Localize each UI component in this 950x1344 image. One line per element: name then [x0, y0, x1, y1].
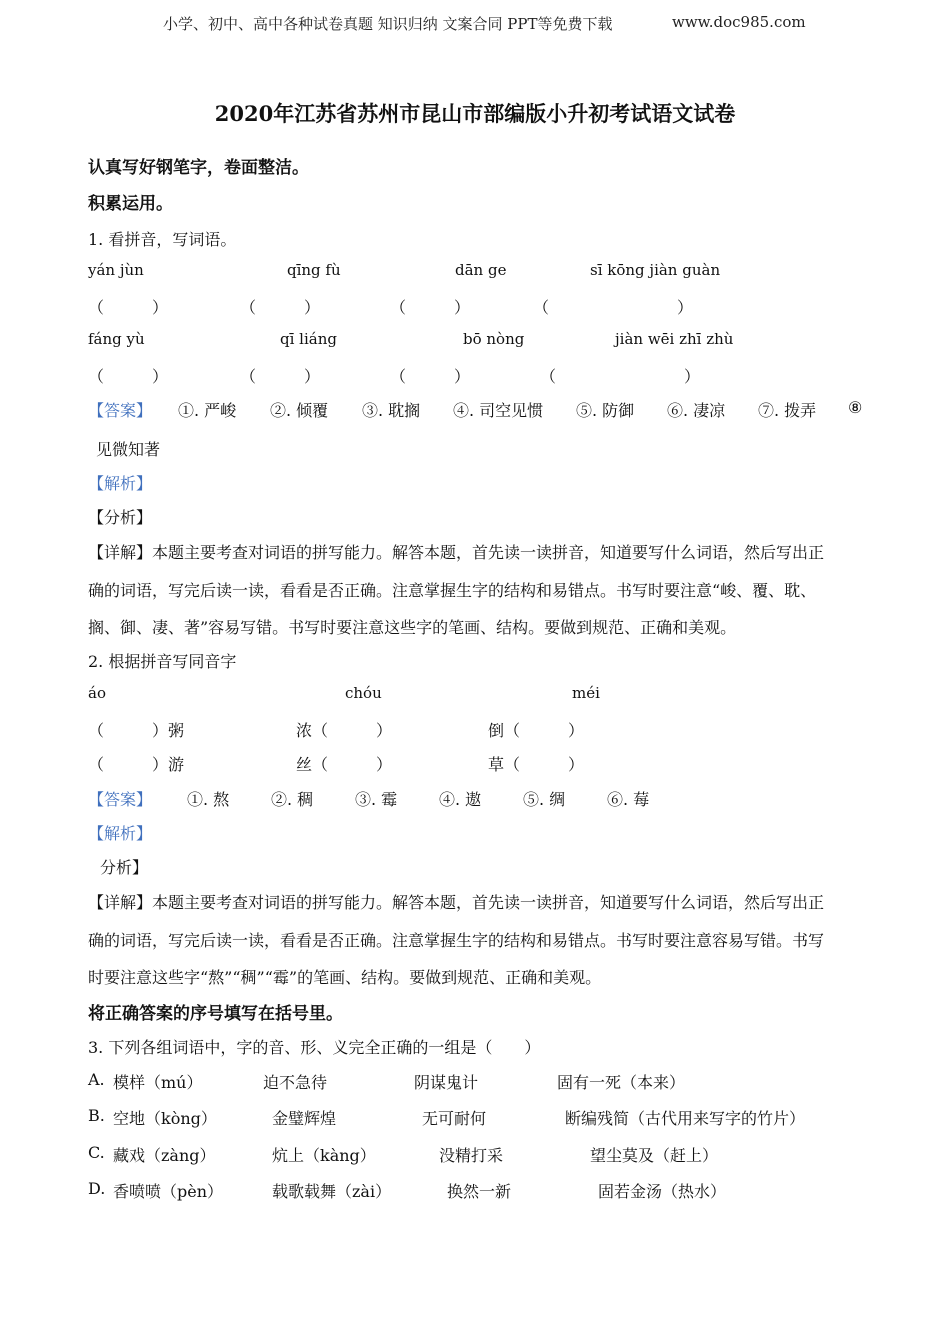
fill-item[interactable]: 倒（ ）: [488, 721, 585, 740]
detail-line: 确的词语，写完后读一读，看看是否正确。注意掌握生字的结构和易错点。书写时要注意容易写错。书写: [88, 931, 825, 950]
option-d-item: 香喷喷（pèn）: [113, 1182, 224, 1201]
answer-item: ⑤. 防御: [576, 401, 635, 420]
answer-item: ④. 遨: [439, 790, 482, 809]
option-label[interactable]: D.: [88, 1179, 106, 1198]
answer-item: ③. 霉: [355, 790, 398, 809]
analysis-tag: 【解析】: [88, 824, 153, 843]
detail-line: 搁、御、凄、著”容易写错。书写时要注意这些字的笔画、结构。要做到规范、正确和美观。: [88, 618, 737, 637]
option-a-item: 固有一死（本来）: [557, 1073, 686, 1092]
pinyin: yán jùn: [88, 261, 144, 279]
pinyin: fáng yù: [88, 330, 145, 348]
answer-blank-long[interactable]: （ ）: [540, 367, 701, 386]
option-label[interactable]: C.: [88, 1143, 105, 1162]
answer-item: ②. 稠: [271, 790, 314, 809]
answer-item: ①. 严峻: [178, 401, 237, 420]
pinyin: bō nòng: [463, 330, 525, 348]
detail-line: 【详解】本题主要考查对词语的拼写能力。解答本题，首先读一读拼音，知道要写什么词语，然后写出正: [88, 893, 825, 912]
detail-line: 确的词语，写完后读一读，看看是否正确。注意掌握生字的结构和易错点。书写时要注意“峻、覆、耽、: [88, 581, 817, 600]
option-c-item: 望尘莫及（赶上）: [590, 1146, 719, 1165]
answer-item: ⑤. 绸: [523, 790, 566, 809]
detail-line: 【详解】本题主要考查对词语的拼写能力。解答本题，首先读一读拼音，知道要写什么词语，然后写出正: [88, 543, 825, 562]
instruction: 认真写好钢笔字，卷面整洁。: [88, 158, 309, 178]
fill-item[interactable]: 丝（ ）: [296, 755, 393, 774]
option-c-item: 藏戏（zàng）: [113, 1146, 216, 1165]
section-heading-1: 积累运用。: [88, 194, 173, 214]
answer-item: ⑥. 凄凉: [667, 401, 726, 420]
answer-item-cont: 见微知著: [96, 440, 161, 459]
answer-blank[interactable]: （ ）: [88, 298, 169, 317]
question-3-stem: 3. 下列各组词语中，字的音、形、义完全正确的一组是（ ）: [88, 1038, 541, 1057]
fill-item[interactable]: 草（ ）: [488, 755, 585, 774]
fill-item[interactable]: （ ）粥: [88, 721, 185, 740]
detail-line: 时要注意这些字“熬”“稠”“霉”的笔画、结构。要做到规范、正确和美观。: [88, 968, 602, 987]
site-header-url[interactable]: www.doc985.com: [672, 13, 806, 31]
option-c-item: 炕上（kàng）: [272, 1146, 376, 1165]
question-2-stem: 2. 根据拼音写同音字: [88, 652, 237, 671]
option-a-item: 迫不急待: [263, 1073, 328, 1092]
answer-blank[interactable]: （ ）: [390, 367, 471, 386]
answer-blank[interactable]: （ ）: [240, 367, 321, 386]
option-d-item: 固若金汤（热水）: [598, 1182, 727, 1201]
answer-blank-long[interactable]: （ ）: [533, 298, 694, 317]
option-c-item: 没精打采: [439, 1146, 504, 1165]
pinyin: qī liáng: [280, 330, 337, 348]
answer-tag: 【答案】: [88, 790, 153, 809]
option-b-item: 无可耐何: [422, 1109, 487, 1128]
section-heading-2: 将正确答案的序号填写在括号里。: [88, 1004, 343, 1024]
option-d-item: 载歌载舞（zài）: [272, 1182, 392, 1201]
pinyin: méi: [572, 684, 600, 702]
question-1-stem: 1. 看拼音，写词语。: [88, 230, 237, 249]
answer-item: ⑧: [848, 398, 863, 417]
fenxi-tag: 分析】: [100, 858, 149, 877]
option-b-item: 空地（kòng）: [113, 1109, 217, 1128]
answer-item: ①. 熬: [187, 790, 230, 809]
option-b-item: 金璧辉煌: [272, 1109, 337, 1128]
pinyin: chóu: [345, 684, 382, 702]
page-title: 2020年江苏省苏州市昆山市部编版小升初考试语文试卷: [214, 101, 736, 126]
analysis-tag: 【解析】: [88, 474, 153, 493]
answer-item: ⑦. 拨弄: [758, 401, 817, 420]
fill-item[interactable]: 浓（ ）: [296, 721, 393, 740]
answer-blank[interactable]: （ ）: [390, 298, 471, 317]
fenxi-tag: 【分析】: [88, 508, 153, 527]
site-header-text: 小学、初中、高中各种试卷真题 知识归纳 文案合同 PPT等免费下载: [163, 15, 613, 33]
option-b-item: 断编残简（古代用来写字的竹片）: [565, 1109, 806, 1128]
answer-item: ②. 倾覆: [270, 401, 329, 420]
pinyin: áo: [88, 684, 106, 702]
pinyin: jiàn wēi zhī zhù: [615, 330, 734, 348]
option-a-item: 模样（mú）: [113, 1073, 203, 1092]
option-a-item: 阴谋鬼计: [414, 1073, 479, 1092]
answer-item: ③. 耽搁: [362, 401, 421, 420]
option-d-item: 换然一新: [447, 1182, 512, 1201]
pinyin: qīng fù: [287, 261, 341, 279]
answer-tag: 【答案】: [88, 401, 153, 420]
answer-item: ④. 司空见惯: [453, 401, 544, 420]
pinyin: dān ge: [455, 261, 507, 279]
option-label[interactable]: B.: [88, 1106, 105, 1125]
pinyin: sī kōng jiàn guàn: [590, 261, 721, 279]
answer-blank[interactable]: （ ）: [88, 367, 169, 386]
answer-blank[interactable]: （ ）: [240, 298, 321, 317]
option-label[interactable]: A.: [88, 1070, 105, 1089]
fill-item[interactable]: （ ）游: [88, 755, 185, 774]
answer-item: ⑥. 莓: [607, 790, 650, 809]
